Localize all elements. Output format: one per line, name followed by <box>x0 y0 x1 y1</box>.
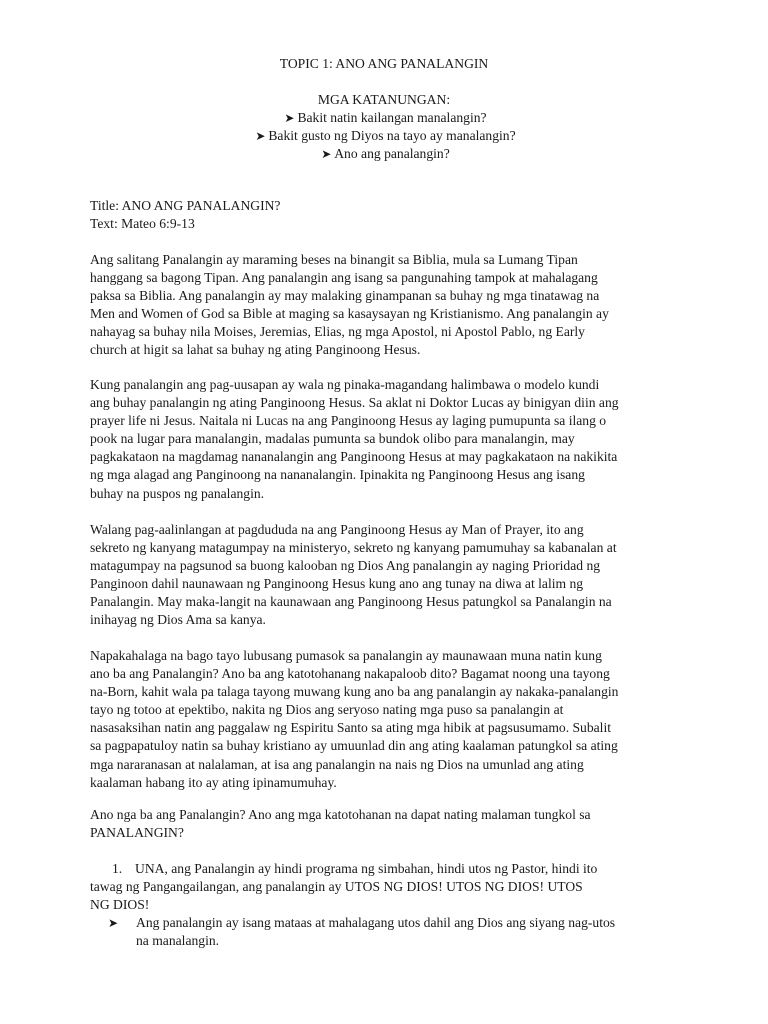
question-item: ➤ Bakit natin kailangan manalangin? <box>0 109 768 127</box>
paragraph <box>90 806 690 842</box>
paragraph-line: na-Born, kahit wala pa talaga tayong muwang kung ano ba ang panalangin ay nakaka-panalangin <box>90 684 619 700</box>
right-arrowhead-icon: ➤ <box>321 147 332 161</box>
paragraph-line: Walang pag-aalinlangan at pagdududa na ang Panginoong Hesus ay Man of Prayer, ito ang <box>90 522 584 537</box>
paragraph-line: paksa sa Biblia. Ang panalangin ay may malaking ginampanan sa buhay ng mga tinatawag na <box>90 288 600 304</box>
paragraph-line: ng mga alagad ang Panginoong na nananalangin. Ipinakita ng Panginoong Hesus ang isang <box>90 467 585 483</box>
paragraph-line: Kung panalangin ang pag-uusapan ay wala ng pinaka-magandang halimbawa o modelo kundi <box>90 377 600 392</box>
list-item-line: UNA, ang Panalangin ay hindi programa ng simbahan, hindi utos ng Pastor, hindi ito <box>135 861 598 876</box>
paragraph-line: church at higit sa lahat sa buhay ng ating Panginoong Hesus. <box>90 342 421 358</box>
sermon-title: Title: ANO ANG PANALANGIN? <box>90 198 281 213</box>
paragraph-line: Panginoon dahil naunawaan ng Panginoong Hesus kung ano ang tunay na diwa at lalim ng <box>90 576 584 592</box>
question-item: ➤ Bakit gusto ng Diyos na tayo ay manalangin? <box>0 127 768 145</box>
topic-title: TOPIC 1: ANO ANG PANALANGIN <box>279 56 489 71</box>
paragraph-line: Napakahalaga na bago tayo lubusang pumasok sa panalangin ay maunawaan muna natin kung <box>90 648 602 663</box>
sermon-text-reference: Text: Mateo 6:9-13 <box>90 216 195 232</box>
list-number: 1. <box>112 861 123 876</box>
paragraph <box>90 521 690 630</box>
paragraph-line: matagumpay na pagsunod sa buong kalooban ng Dios Ang panalangin ay naging Prioridad ng <box>90 558 601 574</box>
sub-bullet-line: na manalangin. <box>136 933 220 949</box>
paragraph-line: Panalangin. May maka-langit na kaunawaan ang Panginoong Hesus patungkol sa Panalangin na <box>90 594 612 610</box>
paragraph-line: Ano nga ba ang Panalangin? Ano ang mga katotohanan na dapat nating malaman tungkol sa <box>90 807 591 822</box>
right-arrowhead-icon: ➤ <box>284 111 295 125</box>
paragraph-line: buhay na puspos ng panalangin. <box>90 485 265 501</box>
paragraph-line: tayo ng totoo at epektibo, nakita ng Dios ang seryoso nating mga puso sa panalangin at <box>90 702 564 718</box>
paragraph-line: hanggang sa bagong Tipan. Ang panalangin ang isang sa pangunahing tampok at mahalagang <box>90 270 598 286</box>
sub-bullet-text <box>136 914 615 950</box>
paragraph-line: prayer life ni Jesus. Naitala ni Lucas na ang Panginoong Hesus ay laging pumupunta sa ilang o <box>90 413 607 429</box>
right-arrowhead-icon: ➤ <box>255 129 266 143</box>
paragraph-line: sekreto ng kanyang matagumpay na ministeryo, sekreto ng kanyang pamumuhay sa kabanalan at <box>90 540 617 556</box>
paragraph-line: inihayag ng Dios Ama sa kanya. <box>90 612 266 628</box>
question-item: ➤ Ano ang panalangin? <box>0 145 768 163</box>
paragraph-line: PANALANGIN? <box>90 825 184 841</box>
paragraph <box>90 251 690 360</box>
paragraph-line: mga nararanasan at nalalaman, at isa ang panalangin na nais ng Dios na umunlad ang ating <box>90 756 584 772</box>
paragraph-line: kaalaman habang ito ay ating ipinamumuhay. <box>90 774 337 790</box>
paragraph-line: ano ba ang Panalangin? Ano ba ang katotohanang nakapaloob dito? Bagamat noong una tayong <box>90 666 610 682</box>
paragraph-line: sa pagpapatuloy natin sa buhay kristiano ay umuunlad din ang ating kaalaman patungkol sa ating <box>90 738 618 754</box>
paragraph-line: nahayag sa buhay nila Moises, Jeremias, Elias, ng mga Apostol, ni Apostol Pablo, ng Early <box>90 324 585 340</box>
paragraph-line: pook na lugar para manalangin, madalas pumunta sa bundok olibo para manalangin, may <box>90 431 575 447</box>
paragraph-line: ang buhay panalangin ng ating Panginoong Hesus. Sa aklat ni Doktor Lucas ay binigyan diin ang <box>90 395 619 411</box>
list-item-line: tawag ng Pangangailangan, ang panalangin ay UTOS NG DIOS! UTOS NG DIOS! UTOS <box>90 879 583 895</box>
right-arrowhead-icon: ➤ <box>108 916 119 930</box>
questions-heading: MGA KATANUNGAN: <box>317 92 451 107</box>
paragraph <box>90 647 690 792</box>
paragraph-line: Men and Women of God sa Bible at maging sa kasaysayan ng Kristianismo. Ang panalangin ay <box>90 306 609 322</box>
sub-bullet-line: Ang panalangin ay isang mataas at mahalagang utos dahil ang Dios ang siyang nag-utos <box>136 915 616 930</box>
paragraph-line: Ang salitang Panalangin ay maraming beses na binangit sa Biblia, mula sa Lumang Tipan <box>90 252 578 267</box>
paragraph-line: nasasaksihan natin ang paggalaw ng Espiritu Santo sa ating mga hibik at pagsusumamo. Subalit <box>90 720 612 736</box>
list-item-text <box>90 860 695 914</box>
paragraph-line: pagkakataon na magdamag nananalangin ang Panginoong Hesus at may pagkakataon na nakikita <box>90 449 618 465</box>
list-item-line: NG DIOS! <box>90 897 150 913</box>
paragraph <box>90 376 690 503</box>
sermon-meta <box>90 197 690 233</box>
